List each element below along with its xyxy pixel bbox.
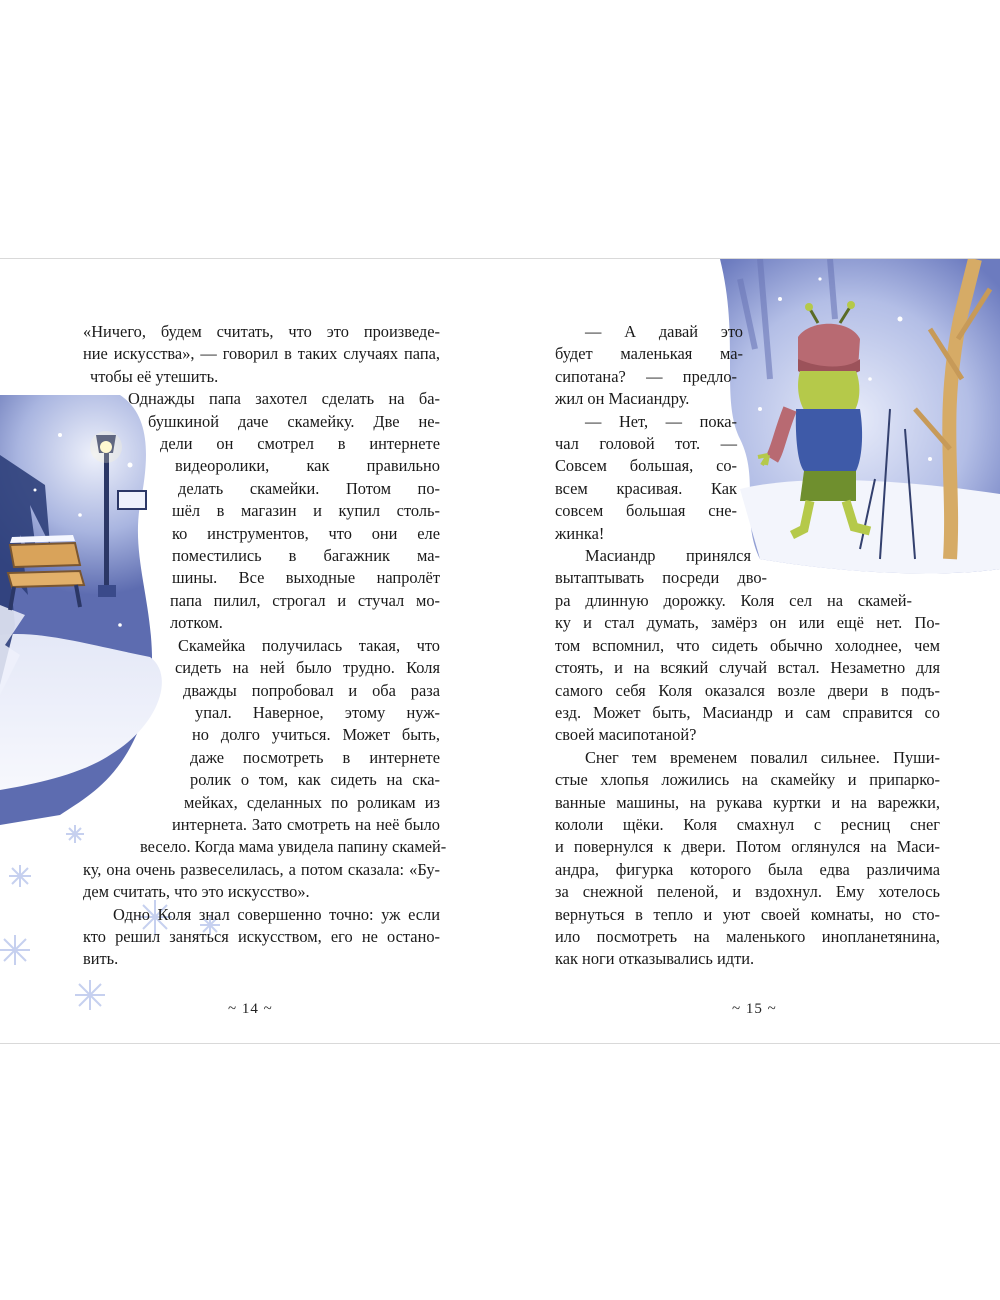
text-line: видеоролики, как правильно (175, 456, 440, 476)
text-line: даже посмотреть в интернете (190, 747, 440, 767)
text-line: будет маленькая ма- (555, 344, 743, 364)
text-line: стоять, и на всякий случай встал. Незаметно для (555, 658, 940, 678)
text-line: — Нет, — пока- (585, 411, 737, 431)
text-line: вытаптывать посреди дво- (555, 568, 767, 588)
text-line: — А давай это (585, 322, 743, 341)
text-line: Однажды папа захотел сделать на ба- (128, 389, 440, 409)
text-line: мейках, сделанных по роликам из (184, 792, 440, 812)
text-line: шины. Все выходные напролёт (172, 568, 440, 588)
text-line: ролик о том, как сидеть на ска- (190, 770, 440, 790)
text-line: ние искусства», — говорил в таких случаях папа, (83, 344, 440, 364)
text-line: ванные машины, на рукава куртки и на варежки, (555, 792, 940, 812)
text-line: ило посмотреть на маленького инопланетянина, (555, 926, 940, 946)
text-line: самого себя Коля оказался возле двери в подъ- (555, 680, 940, 700)
text-line: своей масипотаной? (555, 725, 697, 745)
text-line: андра, фигурка которого была едва различима (555, 859, 940, 879)
page-number-right: ~ 15 ~ (732, 1001, 777, 1017)
text-line: жил он Масиандру. (555, 389, 690, 409)
text-line: весело. Когда мама увидела папину скамей- (140, 837, 447, 857)
text-line: Скамейка получилась такая, что (178, 635, 440, 655)
text-line: сидеть на ней было трудно. Коля (175, 658, 440, 678)
text-line: бушкиной даче скамейку. Две не- (148, 411, 440, 431)
text-line: Одно Коля знал совершенно точно: уж если (113, 904, 440, 924)
text-line: Масиандр принялся (585, 546, 751, 566)
text-line: том вспомнил, что сидеть обычно холоднее, чем (555, 635, 940, 655)
text-line: вить. (83, 949, 119, 969)
text-line: сипотана? — предло- (555, 366, 737, 386)
text-line: «Ничего, будем считать, что это произведе- (83, 322, 440, 341)
text-line: лотком. (170, 613, 223, 633)
text-line: дели он смотрел в интернете (160, 434, 440, 454)
text-line: как ноги отказывались идти. (555, 949, 755, 969)
text-line: всем красивая. Как (555, 478, 737, 498)
text-line: ра длинную дорожку. Коля сел на скамей- (555, 590, 912, 610)
text-line: делать скамейки. Потом по- (178, 478, 440, 498)
text-line: интернета. Зато смотреть на неё было (172, 814, 440, 834)
text-line: Совсем большая, со- (555, 456, 737, 476)
text-line: ко инструментов, что они еле (172, 523, 440, 543)
book-spread (0, 258, 1000, 1044)
text-line: кто решил заняться искусством, его не останo- (83, 926, 440, 946)
text-line: стые хлопья ложились на скамейку и припарко- (555, 770, 940, 790)
text-line: ку и стал думать, замёрз он или ещё нет. По- (555, 613, 940, 633)
right-page-text (0, 321, 944, 971)
text-line: поместились в багажник ма- (172, 546, 440, 566)
text-line: за снежной пеленой, и вздохнул. Ему хотелось (555, 882, 940, 902)
text-line: совсем большая сне- (555, 501, 737, 521)
text-line: кололи щёки. Коля смахнул с ресниц снег (555, 814, 940, 834)
page-number-left: ~ 14 ~ (228, 1001, 273, 1017)
text-line: Снег тем временем повалил сильнее. Пуши- (585, 747, 940, 767)
text-line: езд. Может быть, Масиандр и сам справится со (555, 702, 940, 722)
text-line: упал. Наверное, этому нуж- (195, 702, 440, 722)
text-line: но долго учиться. Может быть, (192, 725, 440, 745)
text-line: дем считать, что это искусство». (83, 882, 310, 902)
text-line: и повернулся к двери. Потом оглянулся на Маси- (555, 837, 940, 857)
text-line: вернуться в тепло и уют своей комнаты, но сто- (555, 904, 940, 924)
text-line: чал головой тот. — (555, 434, 737, 454)
text-line: шёл в магазин и купил столь- (172, 501, 440, 521)
text-line: папа пилил, строгал и стучал мо- (170, 590, 440, 610)
text-line: ку, она очень развеселилась, а потом сказала: «Бу- (83, 859, 440, 879)
text-line: дважды попробовал и оба раза (183, 680, 440, 700)
text-line: чтобы её утешить. (90, 366, 219, 386)
text-line: жинка! (555, 523, 605, 543)
